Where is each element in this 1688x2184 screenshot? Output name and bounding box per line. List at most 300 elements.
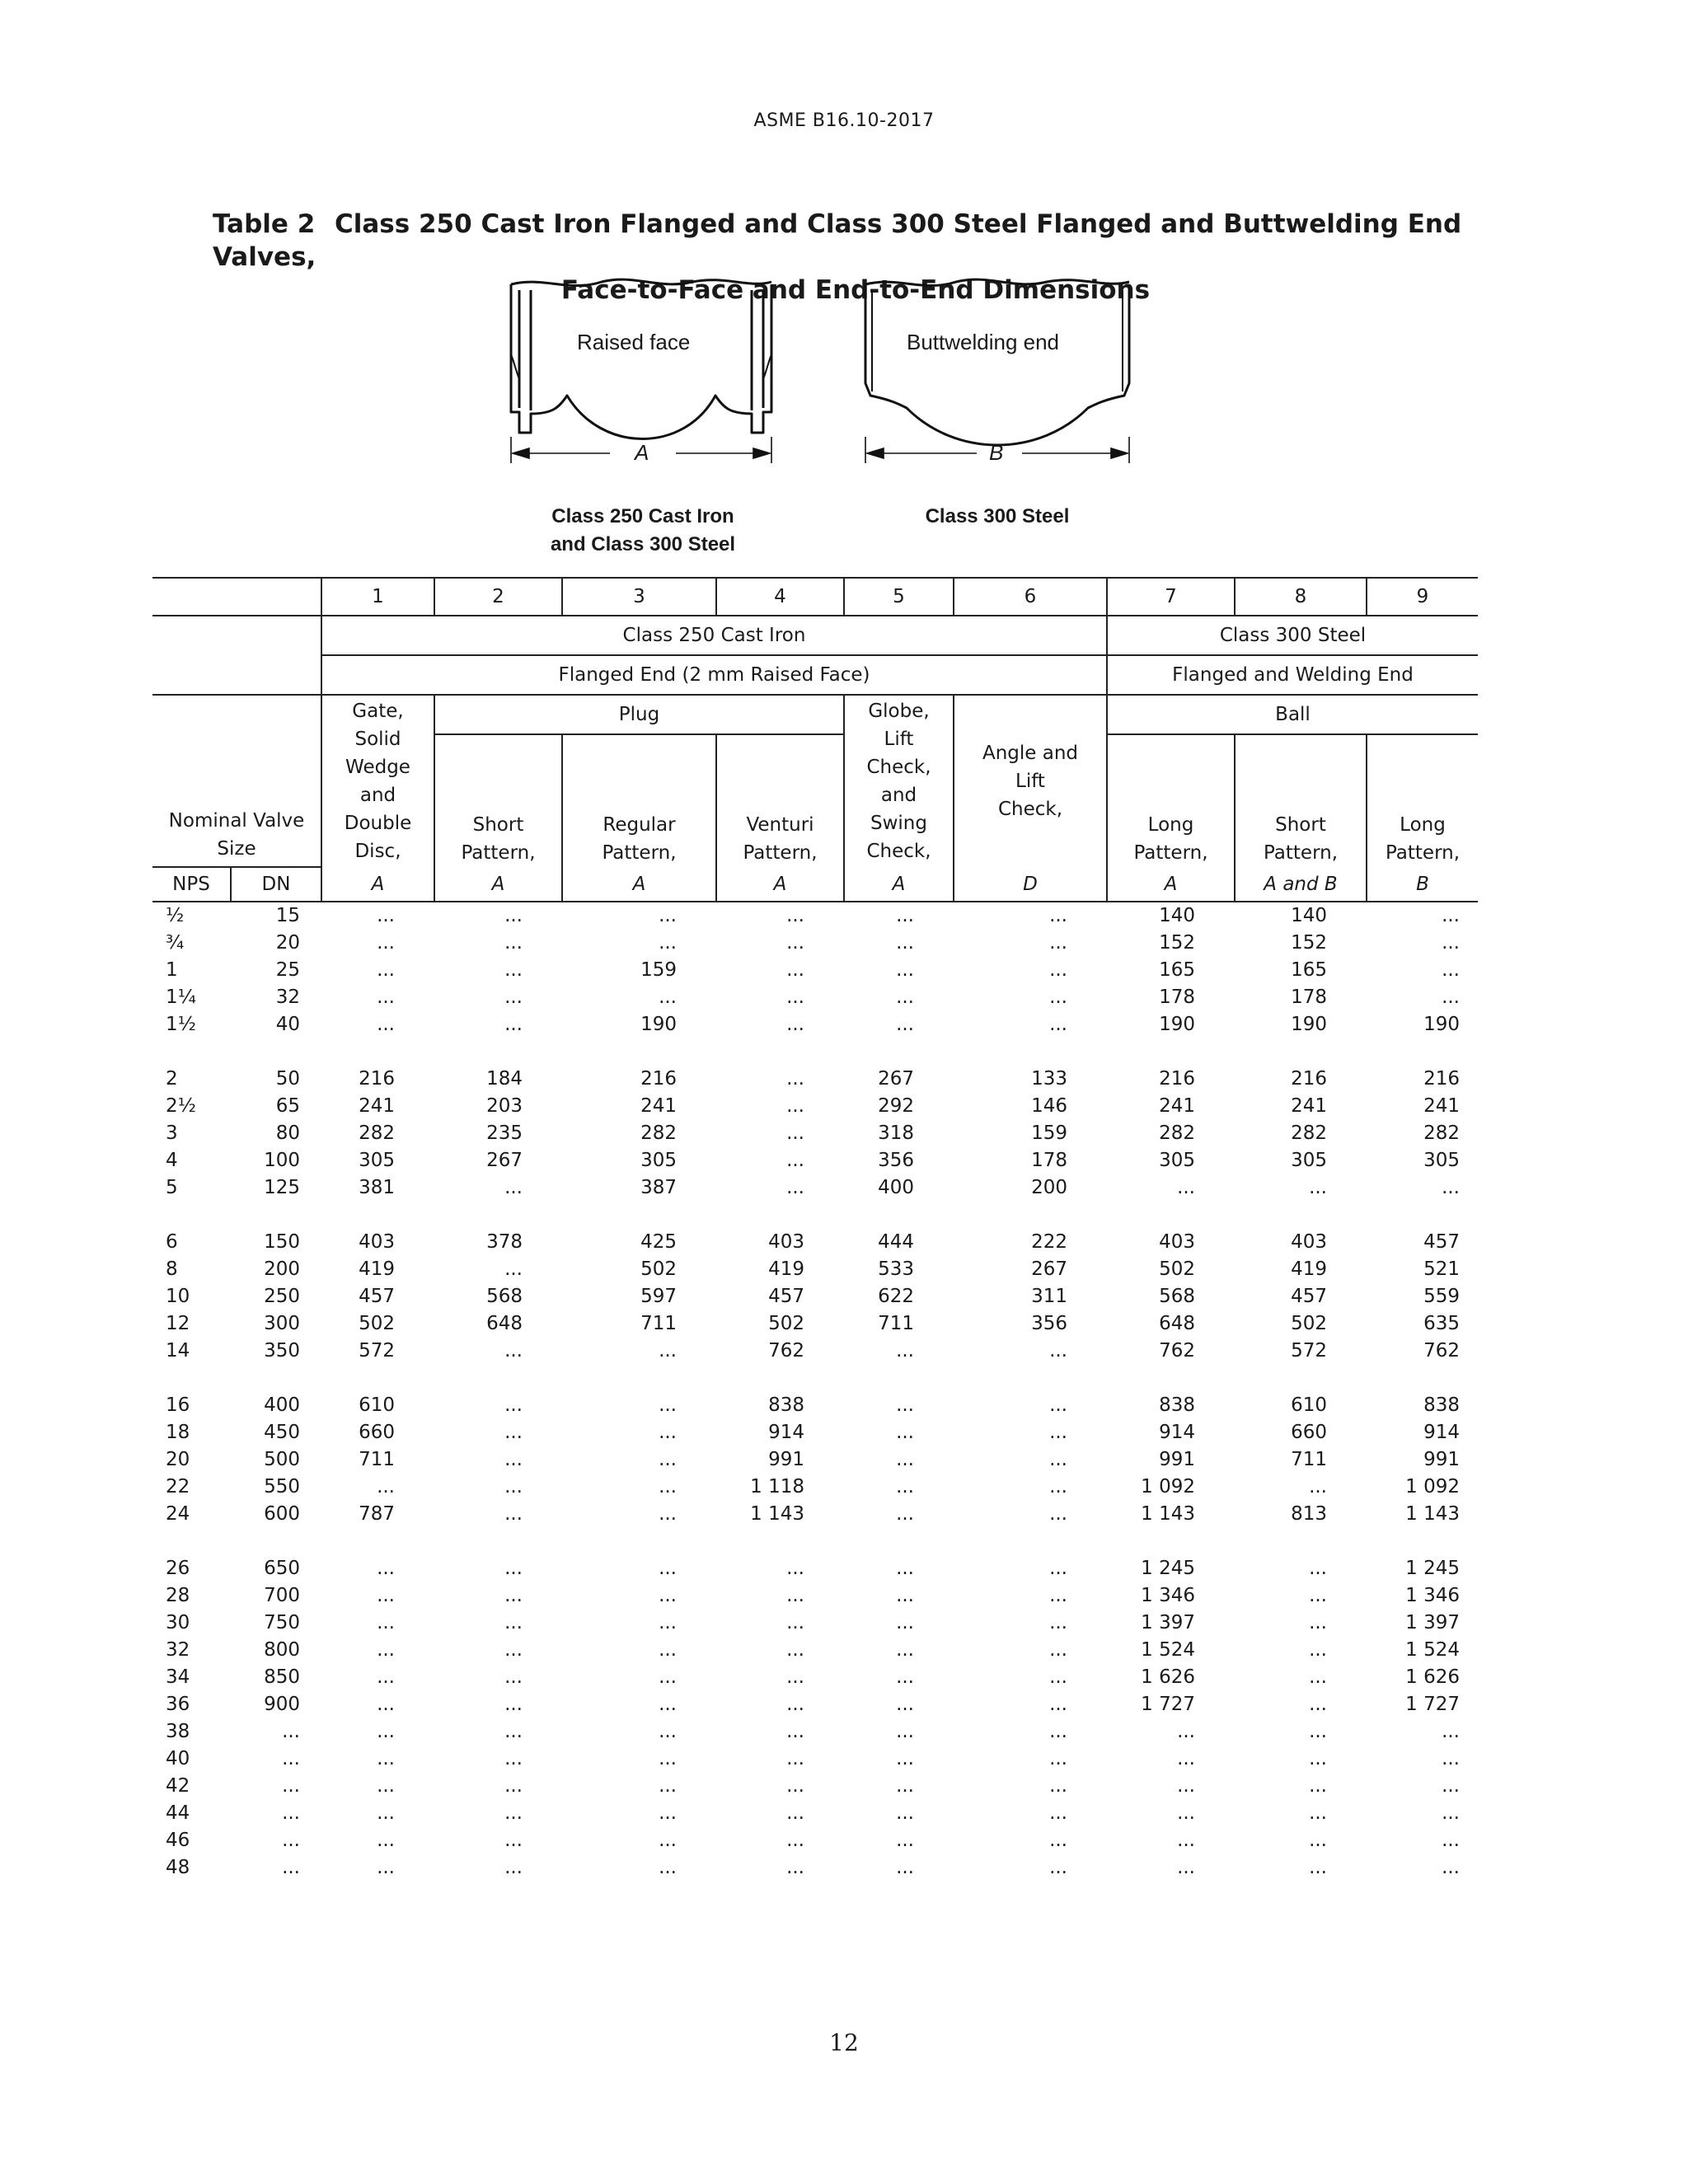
dn-cell: 250 bbox=[264, 1286, 300, 1307]
value-cell-col8: ... bbox=[1309, 1802, 1327, 1824]
value-cell-col6: ... bbox=[1049, 905, 1067, 926]
value-cell-col4: 1 143 bbox=[750, 1503, 804, 1525]
value-cell-col6: ... bbox=[1049, 959, 1067, 981]
left-figure-caption bbox=[519, 503, 767, 559]
value-cell-col6: 311 bbox=[1031, 1286, 1067, 1307]
table-row bbox=[152, 1147, 1478, 1174]
value-cell-col6: ... bbox=[1049, 1340, 1067, 1361]
value-cell-col1: ... bbox=[377, 1639, 395, 1661]
value-cell-col4: 403 bbox=[768, 1231, 804, 1253]
dn-cell: 125 bbox=[264, 1177, 300, 1198]
value-cell-col4: ... bbox=[786, 1068, 804, 1090]
value-cell-col5: ... bbox=[896, 1748, 914, 1769]
dn-cell: 600 bbox=[264, 1503, 300, 1525]
value-cell-col2: ... bbox=[504, 1721, 523, 1742]
value-cell-col6: ... bbox=[1049, 1666, 1067, 1688]
value-cell-col2: 267 bbox=[486, 1150, 523, 1171]
table-row bbox=[152, 1637, 1478, 1664]
dn-cell: ... bbox=[282, 1830, 300, 1851]
value-cell-col3: ... bbox=[659, 1748, 677, 1769]
value-cell-col4: ... bbox=[786, 1830, 804, 1851]
table-row bbox=[152, 1555, 1478, 1582]
value-cell-col7: ... bbox=[1177, 1748, 1195, 1769]
value-cell-col1: ... bbox=[377, 1748, 395, 1769]
value-cell-col2: ... bbox=[504, 1476, 523, 1497]
table-row bbox=[152, 1664, 1478, 1691]
value-cell-col5: ... bbox=[896, 1476, 914, 1497]
value-cell-col5: ... bbox=[896, 987, 914, 1008]
value-cell-col4: 838 bbox=[768, 1394, 804, 1416]
row-spacer bbox=[152, 1038, 1478, 1066]
value-cell-col2: ... bbox=[504, 1503, 523, 1525]
value-cell-col8: 403 bbox=[1291, 1231, 1327, 1253]
value-cell-col2: ... bbox=[504, 1014, 523, 1035]
value-cell-col5: ... bbox=[896, 1503, 914, 1525]
value-cell-col3: 241 bbox=[640, 1095, 677, 1117]
dimension-a-label: A bbox=[635, 440, 649, 465]
value-cell-col5: ... bbox=[896, 1422, 914, 1443]
dn-cell: 20 bbox=[275, 932, 300, 954]
value-cell-col6: ... bbox=[1049, 1422, 1067, 1443]
value-cell-col1: ... bbox=[377, 1775, 395, 1797]
value-cell-col1: ... bbox=[377, 1802, 395, 1824]
value-cell-col5: ... bbox=[896, 1694, 914, 1715]
value-cell-col3: ... bbox=[659, 1422, 677, 1443]
value-cell-col8: 282 bbox=[1291, 1122, 1327, 1144]
nps-cell: 42 bbox=[166, 1775, 190, 1797]
table-row bbox=[152, 930, 1478, 957]
value-cell-col5: ... bbox=[896, 1394, 914, 1416]
value-cell-col9: ... bbox=[1442, 905, 1460, 926]
header-col8: Short Pattern, bbox=[1235, 734, 1367, 867]
value-cell-col8: ... bbox=[1309, 1830, 1327, 1851]
value-cell-col7: 914 bbox=[1159, 1422, 1195, 1443]
table-title-line2: Face-to-Face and End-to-End Dimensions bbox=[560, 275, 1151, 305]
value-cell-col6: 267 bbox=[1031, 1258, 1067, 1280]
value-cell-col6: ... bbox=[1049, 932, 1067, 954]
table-number: Table 2 bbox=[213, 209, 316, 239]
value-cell-col1: 502 bbox=[359, 1313, 395, 1334]
value-cell-col2: ... bbox=[504, 1748, 523, 1769]
value-cell-col6: 146 bbox=[1031, 1095, 1067, 1117]
value-cell-col1: ... bbox=[377, 1014, 395, 1035]
value-cell-col2: ... bbox=[504, 1177, 523, 1198]
raised-face-drawing bbox=[511, 279, 771, 438]
nps-header: NPS bbox=[152, 867, 231, 902]
dn-cell: 300 bbox=[264, 1313, 300, 1334]
value-cell-col1: ... bbox=[377, 1694, 395, 1715]
dn-cell: 650 bbox=[264, 1558, 300, 1579]
value-cell-col3: ... bbox=[659, 1694, 677, 1715]
value-cell-col7: 305 bbox=[1159, 1150, 1195, 1171]
value-cell-col3: ... bbox=[659, 1585, 677, 1606]
dimension-b-label: B bbox=[989, 440, 1004, 465]
table-row bbox=[152, 1066, 1478, 1093]
value-cell-col1: 419 bbox=[359, 1258, 395, 1280]
value-cell-col5: ... bbox=[896, 1857, 914, 1878]
value-cell-col5: ... bbox=[896, 1639, 914, 1661]
value-cell-col4: ... bbox=[786, 1721, 804, 1742]
letter-col5: A bbox=[844, 867, 954, 902]
letter-col6: D bbox=[954, 867, 1107, 902]
value-cell-col1: 572 bbox=[359, 1340, 395, 1361]
letter-col9: B bbox=[1367, 867, 1478, 902]
nps-cell: 36 bbox=[166, 1694, 190, 1715]
value-cell-col2: ... bbox=[504, 1340, 523, 1361]
nps-cell: 30 bbox=[166, 1612, 190, 1633]
value-cell-col7: ... bbox=[1177, 1721, 1195, 1742]
value-cell-col1: 711 bbox=[359, 1449, 395, 1470]
value-cell-col3: 597 bbox=[640, 1286, 677, 1307]
value-cell-col1: 610 bbox=[359, 1394, 395, 1416]
value-cell-col6: 200 bbox=[1031, 1177, 1067, 1198]
value-cell-col9: ... bbox=[1442, 959, 1460, 981]
value-cell-col3: 387 bbox=[640, 1177, 677, 1198]
value-cell-col5: ... bbox=[896, 1449, 914, 1470]
value-cell-col4: 991 bbox=[768, 1449, 804, 1470]
value-cell-col1: 241 bbox=[359, 1095, 395, 1117]
dn-cell: 65 bbox=[275, 1095, 300, 1117]
value-cell-col4: 419 bbox=[768, 1258, 804, 1280]
value-cell-col5: 533 bbox=[878, 1258, 914, 1280]
column-number-row bbox=[152, 578, 1478, 616]
value-cell-col3: ... bbox=[659, 1394, 677, 1416]
value-cell-col4: ... bbox=[786, 1639, 804, 1661]
value-cell-col7: 178 bbox=[1159, 987, 1195, 1008]
value-cell-col4: ... bbox=[786, 1585, 804, 1606]
letter-col4: A bbox=[716, 867, 844, 902]
value-cell-col6: 222 bbox=[1031, 1231, 1067, 1253]
col-number: 2 bbox=[434, 578, 562, 616]
value-cell-col3: 305 bbox=[640, 1150, 677, 1171]
value-cell-col4: ... bbox=[786, 1014, 804, 1035]
value-cell-col3: ... bbox=[659, 1612, 677, 1633]
value-cell-col8: ... bbox=[1309, 1177, 1327, 1198]
table-row bbox=[152, 1446, 1478, 1474]
value-cell-col4: ... bbox=[786, 1150, 804, 1171]
group-steel: Class 300 Steel bbox=[1107, 616, 1478, 655]
value-cell-col5: 267 bbox=[878, 1068, 914, 1090]
value-cell-col4: ... bbox=[786, 1857, 804, 1878]
value-cell-col1: 787 bbox=[359, 1503, 395, 1525]
value-cell-col9: 1 727 bbox=[1405, 1694, 1460, 1715]
value-cell-col5: ... bbox=[896, 932, 914, 954]
value-cell-col4: ... bbox=[786, 1775, 804, 1797]
value-cell-col9: 762 bbox=[1423, 1340, 1460, 1361]
value-cell-col8: ... bbox=[1309, 1476, 1327, 1497]
value-cell-col8: ... bbox=[1309, 1694, 1327, 1715]
value-cell-col9: 1 346 bbox=[1405, 1585, 1460, 1606]
value-cell-col2: 568 bbox=[486, 1286, 523, 1307]
value-cell-col2: ... bbox=[504, 1830, 523, 1851]
value-cell-col8: 165 bbox=[1291, 959, 1327, 981]
value-cell-col3: ... bbox=[659, 1476, 677, 1497]
group-cast-iron: Class 250 Cast Iron bbox=[321, 616, 1107, 655]
value-cell-col6: ... bbox=[1049, 1449, 1067, 1470]
value-cell-col2: ... bbox=[504, 1612, 523, 1633]
value-cell-col2: 235 bbox=[486, 1122, 523, 1144]
value-cell-col6: ... bbox=[1049, 1503, 1067, 1525]
value-cell-col3: ... bbox=[659, 1666, 677, 1688]
value-cell-col1: ... bbox=[377, 987, 395, 1008]
value-cell-col2: ... bbox=[504, 1394, 523, 1416]
table-row bbox=[152, 1474, 1478, 1501]
value-cell-col3: ... bbox=[659, 1558, 677, 1579]
buttwelding-end-label: Buttwelding end bbox=[907, 330, 1060, 354]
value-cell-col5: ... bbox=[896, 1612, 914, 1633]
right-figure-caption: Class 300 Steel bbox=[925, 505, 1070, 527]
value-cell-col2: ... bbox=[504, 1802, 523, 1824]
col-number: 1 bbox=[321, 578, 434, 616]
table-row bbox=[152, 1174, 1478, 1202]
table-body bbox=[152, 902, 1478, 1882]
row-spacer bbox=[152, 1365, 1478, 1392]
value-cell-col4: 914 bbox=[768, 1422, 804, 1443]
dn-cell: 350 bbox=[264, 1340, 300, 1361]
value-cell-col4: 1 118 bbox=[750, 1476, 804, 1497]
nps-cell: 24 bbox=[166, 1503, 190, 1525]
value-cell-col1: 660 bbox=[359, 1422, 395, 1443]
value-cell-col6: ... bbox=[1049, 1694, 1067, 1715]
value-cell-col5: 711 bbox=[878, 1313, 914, 1334]
value-cell-col9: 1 143 bbox=[1405, 1503, 1460, 1525]
value-cell-col4: 502 bbox=[768, 1313, 804, 1334]
header-col4: Venturi Pattern, bbox=[716, 734, 844, 867]
value-cell-col9: 914 bbox=[1423, 1422, 1460, 1443]
nps-cell: 26 bbox=[166, 1558, 190, 1579]
header-col3: Regular Pattern, bbox=[562, 734, 716, 867]
value-cell-col6: ... bbox=[1049, 1639, 1067, 1661]
nps-cell: 20 bbox=[166, 1449, 190, 1470]
value-cell-col3: 425 bbox=[640, 1231, 677, 1253]
table-row bbox=[152, 1501, 1478, 1528]
value-cell-col8: ... bbox=[1309, 1775, 1327, 1797]
value-cell-col8: 190 bbox=[1291, 1014, 1327, 1035]
value-cell-col6: ... bbox=[1049, 1802, 1067, 1824]
dn-cell: 150 bbox=[264, 1231, 300, 1253]
value-cell-col3: 282 bbox=[640, 1122, 677, 1144]
value-cell-col2: ... bbox=[504, 1422, 523, 1443]
row-spacer bbox=[152, 1528, 1478, 1555]
nps-cell: 22 bbox=[166, 1476, 190, 1497]
nps-cell: 2 bbox=[166, 1068, 178, 1090]
value-cell-col4: ... bbox=[786, 1694, 804, 1715]
value-cell-col6: ... bbox=[1049, 1830, 1067, 1851]
dn-cell: 400 bbox=[264, 1394, 300, 1416]
dn-cell: 750 bbox=[264, 1612, 300, 1633]
value-cell-col5: 318 bbox=[878, 1122, 914, 1144]
value-cell-col9: 991 bbox=[1423, 1449, 1460, 1470]
col-number: 5 bbox=[844, 578, 954, 616]
table-title-line1 bbox=[213, 208, 1498, 274]
table-row bbox=[152, 1011, 1478, 1038]
value-cell-col6: 133 bbox=[1031, 1068, 1067, 1090]
table-row bbox=[152, 1746, 1478, 1773]
value-cell-col1: 381 bbox=[359, 1177, 395, 1198]
value-cell-col7: 502 bbox=[1159, 1258, 1195, 1280]
value-cell-col9: 457 bbox=[1423, 1231, 1460, 1253]
value-cell-col2: ... bbox=[504, 905, 523, 926]
nps-cell: 1¼ bbox=[166, 987, 196, 1008]
value-cell-col1: ... bbox=[377, 1612, 395, 1633]
value-cell-col9: 241 bbox=[1423, 1095, 1460, 1117]
value-cell-col9: ... bbox=[1442, 1721, 1460, 1742]
table-title-text1: Class 250 Cast Iron Flanged and Class 300 Steel Flanged and Buttwelding End Valves, bbox=[213, 209, 1462, 272]
value-cell-col9: ... bbox=[1442, 1775, 1460, 1797]
value-cell-col2: ... bbox=[504, 1639, 523, 1661]
value-cell-col6: ... bbox=[1049, 1748, 1067, 1769]
letter-col3: A bbox=[562, 867, 716, 902]
value-cell-col1: ... bbox=[377, 905, 395, 926]
table-row bbox=[152, 1854, 1478, 1882]
value-cell-col5: ... bbox=[896, 959, 914, 981]
col-number: 6 bbox=[954, 578, 1107, 616]
dn-cell: ... bbox=[282, 1721, 300, 1742]
value-cell-col2: 203 bbox=[486, 1095, 523, 1117]
value-cell-col5: ... bbox=[896, 1666, 914, 1688]
nps-cell: 5 bbox=[166, 1177, 178, 1198]
value-cell-col5: ... bbox=[896, 1585, 914, 1606]
value-cell-col5: ... bbox=[896, 1340, 914, 1361]
value-cell-col6: ... bbox=[1049, 1612, 1067, 1633]
value-cell-col9: 282 bbox=[1423, 1122, 1460, 1144]
table-row bbox=[152, 902, 1478, 930]
table-row bbox=[152, 1773, 1478, 1800]
value-cell-col7: 165 bbox=[1159, 959, 1195, 981]
value-cell-col2: ... bbox=[504, 1694, 523, 1715]
table-row bbox=[152, 1392, 1478, 1419]
value-cell-col9: 1 397 bbox=[1405, 1612, 1460, 1633]
letter-col8: A and B bbox=[1235, 867, 1367, 902]
row-spacer bbox=[152, 1202, 1478, 1229]
dn-cell: 850 bbox=[264, 1666, 300, 1688]
value-cell-col9: ... bbox=[1442, 1857, 1460, 1878]
valve-type-row bbox=[152, 695, 1478, 734]
header-col1: Gate, Solid Wedge and Double Disc, bbox=[321, 695, 434, 867]
value-cell-col9: 635 bbox=[1423, 1313, 1460, 1334]
value-cell-col5: ... bbox=[896, 1830, 914, 1851]
table-row bbox=[152, 1120, 1478, 1147]
dn-cell: 80 bbox=[275, 1122, 300, 1144]
value-cell-col6: ... bbox=[1049, 1857, 1067, 1878]
value-cell-col6: ... bbox=[1049, 1558, 1067, 1579]
value-cell-col7: 1 143 bbox=[1141, 1503, 1195, 1525]
table-row bbox=[152, 1419, 1478, 1446]
value-cell-col9: 1 524 bbox=[1405, 1639, 1460, 1661]
value-cell-col7: 1 397 bbox=[1141, 1612, 1195, 1633]
nps-cell: 8 bbox=[166, 1258, 178, 1280]
value-cell-col4: ... bbox=[786, 905, 804, 926]
value-cell-col2: ... bbox=[504, 1585, 523, 1606]
dn-cell: 700 bbox=[264, 1585, 300, 1606]
dn-header: DN bbox=[231, 867, 321, 902]
end-type-row bbox=[152, 655, 1478, 695]
value-cell-col2: ... bbox=[504, 1775, 523, 1797]
value-cell-col7: 838 bbox=[1159, 1394, 1195, 1416]
value-cell-col1: ... bbox=[377, 1666, 395, 1688]
value-cell-col6: ... bbox=[1049, 1394, 1067, 1416]
value-cell-col8: 216 bbox=[1291, 1068, 1327, 1090]
value-cell-col7: 1 092 bbox=[1141, 1476, 1195, 1497]
value-cell-col2: ... bbox=[504, 959, 523, 981]
header-col7: Long Pattern, bbox=[1107, 734, 1235, 867]
value-cell-col8: 711 bbox=[1291, 1449, 1327, 1470]
value-cell-col7: 152 bbox=[1159, 932, 1195, 954]
value-cell-col6: 356 bbox=[1031, 1313, 1067, 1334]
nominal-valve-size: Nominal Valve Size bbox=[168, 810, 305, 860]
value-cell-col2: ... bbox=[504, 1857, 523, 1878]
value-cell-col1: ... bbox=[377, 1830, 395, 1851]
value-cell-col8: 241 bbox=[1291, 1095, 1327, 1117]
value-cell-col7: 762 bbox=[1159, 1340, 1195, 1361]
value-cell-col6: ... bbox=[1049, 1721, 1067, 1742]
value-cell-col7: 1 727 bbox=[1141, 1694, 1195, 1715]
dn-cell: 40 bbox=[275, 1014, 300, 1035]
nps-cell: ¾ bbox=[166, 932, 185, 954]
value-cell-col6: 159 bbox=[1031, 1122, 1067, 1144]
value-cell-col8: 572 bbox=[1291, 1340, 1327, 1361]
value-cell-col5: 622 bbox=[878, 1286, 914, 1307]
value-cell-col4: ... bbox=[786, 1095, 804, 1117]
value-cell-col3: ... bbox=[659, 1775, 677, 1797]
value-cell-col1: ... bbox=[377, 1585, 395, 1606]
value-cell-col8: 502 bbox=[1291, 1313, 1327, 1334]
value-cell-col7: 190 bbox=[1159, 1014, 1195, 1035]
value-cell-col6: ... bbox=[1049, 1775, 1067, 1797]
dn-cell: 200 bbox=[264, 1258, 300, 1280]
buttwelding-end-drawing bbox=[865, 279, 1129, 445]
value-cell-col3: 159 bbox=[640, 959, 677, 981]
nps-cell: 1 bbox=[166, 959, 178, 981]
value-cell-col8: 152 bbox=[1291, 932, 1327, 954]
value-cell-col3: 190 bbox=[640, 1014, 677, 1035]
value-cell-col1: 403 bbox=[359, 1231, 395, 1253]
class-group-row bbox=[152, 616, 1478, 655]
left-caption-line1: Class 250 Cast Iron bbox=[551, 505, 734, 527]
nps-cell: 14 bbox=[166, 1340, 190, 1361]
nps-cell: 4 bbox=[166, 1150, 178, 1171]
value-cell-col4: ... bbox=[786, 1558, 804, 1579]
value-cell-col7: 991 bbox=[1159, 1449, 1195, 1470]
table-row bbox=[152, 957, 1478, 984]
value-cell-col9: 1 245 bbox=[1405, 1558, 1460, 1579]
value-cell-col8: 178 bbox=[1291, 987, 1327, 1008]
dn-cell: 32 bbox=[275, 987, 300, 1008]
value-cell-col5: ... bbox=[896, 1802, 914, 1824]
value-cell-col9: ... bbox=[1442, 1830, 1460, 1851]
value-cell-col3: 216 bbox=[640, 1068, 677, 1090]
value-cell-col9: 559 bbox=[1423, 1286, 1460, 1307]
value-cell-col3: ... bbox=[659, 1639, 677, 1661]
value-cell-col8: 660 bbox=[1291, 1422, 1327, 1443]
nps-cell: 2½ bbox=[166, 1095, 196, 1117]
value-cell-col5: 356 bbox=[878, 1150, 914, 1171]
page-number: 12 bbox=[829, 2029, 859, 2056]
letter-row bbox=[152, 867, 1478, 902]
value-cell-col7: 216 bbox=[1159, 1068, 1195, 1090]
value-cell-col8: ... bbox=[1309, 1639, 1327, 1661]
value-cell-col9: 521 bbox=[1423, 1258, 1460, 1280]
value-cell-col8: ... bbox=[1309, 1666, 1327, 1688]
value-cell-col2: 648 bbox=[486, 1313, 523, 1334]
dn-cell: ... bbox=[282, 1748, 300, 1769]
value-cell-col7: 1 524 bbox=[1141, 1639, 1195, 1661]
dn-cell: 15 bbox=[275, 905, 300, 926]
dn-cell: ... bbox=[282, 1775, 300, 1797]
nps-cell: 44 bbox=[166, 1802, 190, 1824]
value-cell-col4: 762 bbox=[768, 1340, 804, 1361]
table-row bbox=[152, 1093, 1478, 1120]
